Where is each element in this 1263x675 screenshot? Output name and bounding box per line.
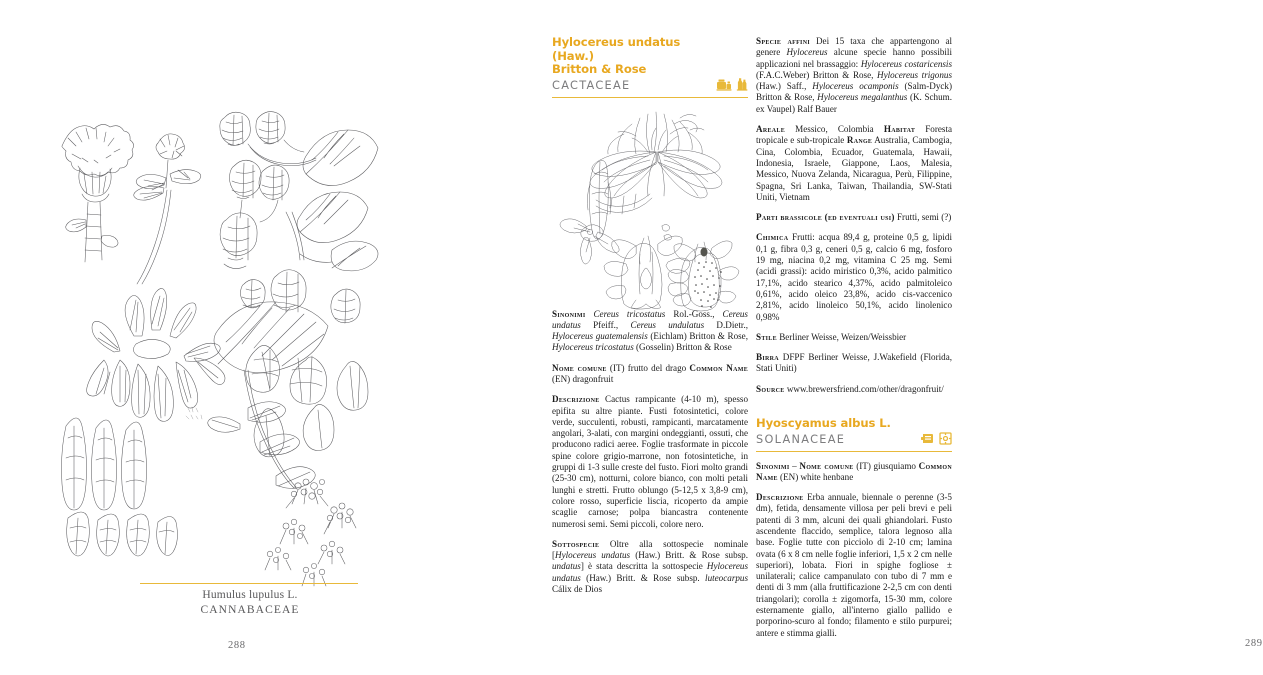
- section-label-sinonimi: Sinonimi: [552, 308, 586, 319]
- section-text-parti-brassicole: Frutti, semi (?): [896, 212, 952, 223]
- section-label-descrizione: Descrizione: [552, 394, 600, 405]
- section-chimica: [756, 232, 952, 322]
- section-label-common-name: Common Name: [689, 362, 748, 373]
- section-text-stile: Berliner Weisse, Weizen/Weissbier: [779, 331, 907, 342]
- species-author-3: L.: [879, 416, 891, 431]
- species-icon-group-2: [921, 432, 952, 447]
- species-author-2: Britton & Rose: [552, 62, 647, 76]
- section-stile: [756, 332, 952, 343]
- section-label-nome-comune: Nome comune: [552, 362, 607, 373]
- caption-left: [120, 588, 380, 618]
- section-text-sinonimi-4: Hylocereus guatemalensis: [552, 331, 648, 342]
- section-label-birra: Birra: [756, 352, 779, 363]
- caption-rule-left: [140, 583, 358, 584]
- section-label-chimica: Chimica: [756, 232, 789, 243]
- species-latin-main: Hylocereus undatus: [552, 35, 681, 49]
- flower-grid-icon: [939, 432, 952, 445]
- section-text-descrizione: Cactus rampicante (4-10 m), spesso epifita su altre piante. Fusti fotosintetici, colore verde, succulenti, robusti, rampicanti, marcatamente angolari, 3-alati, con margini ondeggianti, ossuti, che producono radici aeree. Foglie trasformate in piccole spine colore grigio-marrone, non fotosintetiche, in gruppi di 1-3 sulle creste del fusto. Fiori molto grandi (25-30 cm), notturni, colore bianco, con molti petali lunghi e stretti. Frutto oblungo (5-12,5 x 3,8-9 cm), colore rosso, superficie liscia, ricoperto da ampie scaglie carnose; polpa biancastra contenente numerosi semi. Semi piccoli, colore nero.: [552, 394, 748, 529]
- leaf-tag-icon: [921, 432, 935, 445]
- hylocereus-undatus-dragonfruit-engraving: [552, 104, 748, 309]
- section-text-descrizione-2: Erba annuale, biennale o perenne (3-5 dm), fetida, densamente villosa per peli brevi e peli patenti di 3 mm, alcuni dei quali ghiandolari. Fusto ascendente flaccido, semplice, talora legnoso alla base. Foglie tutte con picciolo di 2-10 cm; lamina ovata (6 x 8 cm nelle foglie inferiori, 1,5 x 2 cm nelle superiori), lobata. Fiori in spighe fogliose ± unilaterali; calice campanulato con tubo di 7 mm e denti di 3 mm (alla fruttificazione 2-2,5 cm con denti triangolari); corolla ± zigomorfa, 15-30 mm, colore esternamente giallo, all'interno giallo pallido e porporino-scuro al fondo; filamento e stilo purpurei; antere e stimma gialli.: [756, 492, 952, 638]
- section-descrizione: [552, 394, 748, 530]
- section-text-chimica: Frutti: acqua 89,4 g, proteine 0,5 g, lipidi 0,1 g, fibra 0,3 g, ceneri 0,5 g, calcio 6 mg, fosforo 19 mg, niacina 0,2 mg, vitamina C 25 mg. Semi (acidi grassi): acido miristico 0,3%, acido palmitico 17,1%, acido stearico 4,37%, acido palmitoleico 0,61%, acido oleico 23,8%, acido cis-vaccenico 2,81%, acido linoleico 50,1%, acido linolenico 0,98%: [756, 232, 952, 322]
- section-label-specie-affini: Specie affini: [756, 36, 810, 46]
- section-label-sinonimi-2: Sinonimi: [756, 460, 790, 471]
- caption-family-name: CANNABACEAE: [200, 604, 300, 616]
- section-label-stile: Stile: [756, 331, 777, 342]
- species-family: CACTACEAE: [552, 78, 631, 92]
- section-sinonimi-2: Sinonimi – Nome comune (IT) giusquiamo Common Name (EN) white henbane: [756, 460, 952, 482]
- humulus-lupulus-botanical-engraving: [48, 108, 378, 548]
- section-sottospecie: Sottospecie Oltre alla sottospecie nominale [Hylocereus undatus (Haw.) Britt. & Rose subsp. undatus] è stata descritta la sottospecie Hylocereus undatus (Haw.) Britt. & Rose subsp. luteocarpus Cálix de Dios: [552, 538, 748, 595]
- section-text-sinonimi-3: Cereus undulatus: [630, 319, 705, 330]
- section-text-birra: DFPF Berliner Weisse, J.Wakefield (Florida, Stati Uniti): [756, 352, 952, 374]
- section-parti-brassicole: [756, 212, 952, 223]
- right-page-column-b: [756, 36, 952, 648]
- species-latin-name: [552, 36, 716, 77]
- section-birra: [756, 352, 952, 375]
- section-descrizione-2: [756, 492, 952, 639]
- section-nome-comune: Nome comune (IT) frutto del drago Common Name (EN) dragonfruit: [552, 362, 748, 384]
- section-label-areale: Areale: [756, 124, 786, 135]
- species-heading-hyoscyamus: [756, 417, 952, 452]
- page-left-288: [0, 0, 500, 675]
- section-text-sinonimi-1: Cereus tricostatus: [593, 308, 666, 319]
- section-label-nome-comune-2: Nome comune: [799, 460, 854, 471]
- section-text-sinonimi-5: Hylocereus tricostatus: [552, 342, 634, 353]
- species-latin-name-2: [756, 417, 891, 431]
- section-text-source: www.brewersfriend.com/other/dragonfruit/: [786, 383, 944, 394]
- species-latin-main-2: Hyoscyamus albus: [756, 416, 876, 431]
- species-icon-group: [716, 77, 748, 93]
- section-areale: Areale Messico, Colombia Habitat Foresta tropicale e sub-tropicale Range Australia, Cambogia, Cina, Colombia, Ecuador, Guatemala, Hawaii, Indonesia, Israele, Giappone, Laos, Malesia, Messico, Nuova Zelanda, Nicaragua, Perù, Filippine, Spagna, Sri Lanka, Taiwan, Thailandia, SW-Stati Uniti, Vietnam: [756, 124, 953, 202]
- brewing-kettle-icon: [716, 77, 732, 91]
- section-sinonimi: Sinonimi Cereus tricostatus Rol.-Goss., Cereus undatus Pfeiff., Cereus undulatus D.Dietr., Hylocereus guatemalensis (Eichlam) Britton & Rose, Hylocereus tricostatus (Gosselin) Britton & Rose: [552, 308, 748, 353]
- species-heading-hylocereus: [552, 36, 748, 98]
- section-label-common-name-2: Common Name: [756, 460, 952, 482]
- caption-species-name: Humulus lupulus L.: [202, 589, 298, 601]
- species-family-2: SOLANACEAE: [756, 432, 846, 446]
- page-right-289: [500, 0, 1263, 675]
- folio-289: 289: [1245, 638, 1263, 649]
- section-specie-affini: Specie affini Dei 15 taxa che appartengono al genere Hylocereus alcune specie hanno possibili applicazioni nel brassaggio: Hylocereus costaricensis (F.A.C.Weber) Britton & Rose, Hylocereus trigonus (Haw.) Saff., Hylocereus ocamponis (Salm-Dyck) Britton & Rose, Hylocereus megalanthus (K. Schum. ex Vaupel) Ralf Bauer: [756, 36, 953, 114]
- right-page-column-a: [552, 36, 748, 604]
- heading-rule: [552, 97, 748, 98]
- section-label-descrizione-2: Descrizione: [756, 492, 804, 503]
- section-label-sottospecie: Sottospecie: [552, 538, 600, 549]
- section-source: [756, 384, 952, 395]
- species-author-1: (Haw.): [552, 48, 594, 63]
- section-text-sinonimi-2: Cereus undatus: [552, 308, 748, 330]
- section-label-habitat: Habitat: [883, 124, 916, 135]
- section-label-source: Source: [756, 383, 785, 394]
- section-label-range: Range: [846, 135, 873, 146]
- beer-bottles-icon: [736, 77, 748, 91]
- folio-288: 288: [228, 640, 246, 651]
- section-label-parti-brassicole: Parti brassicole (ed eventuali usi): [756, 212, 895, 223]
